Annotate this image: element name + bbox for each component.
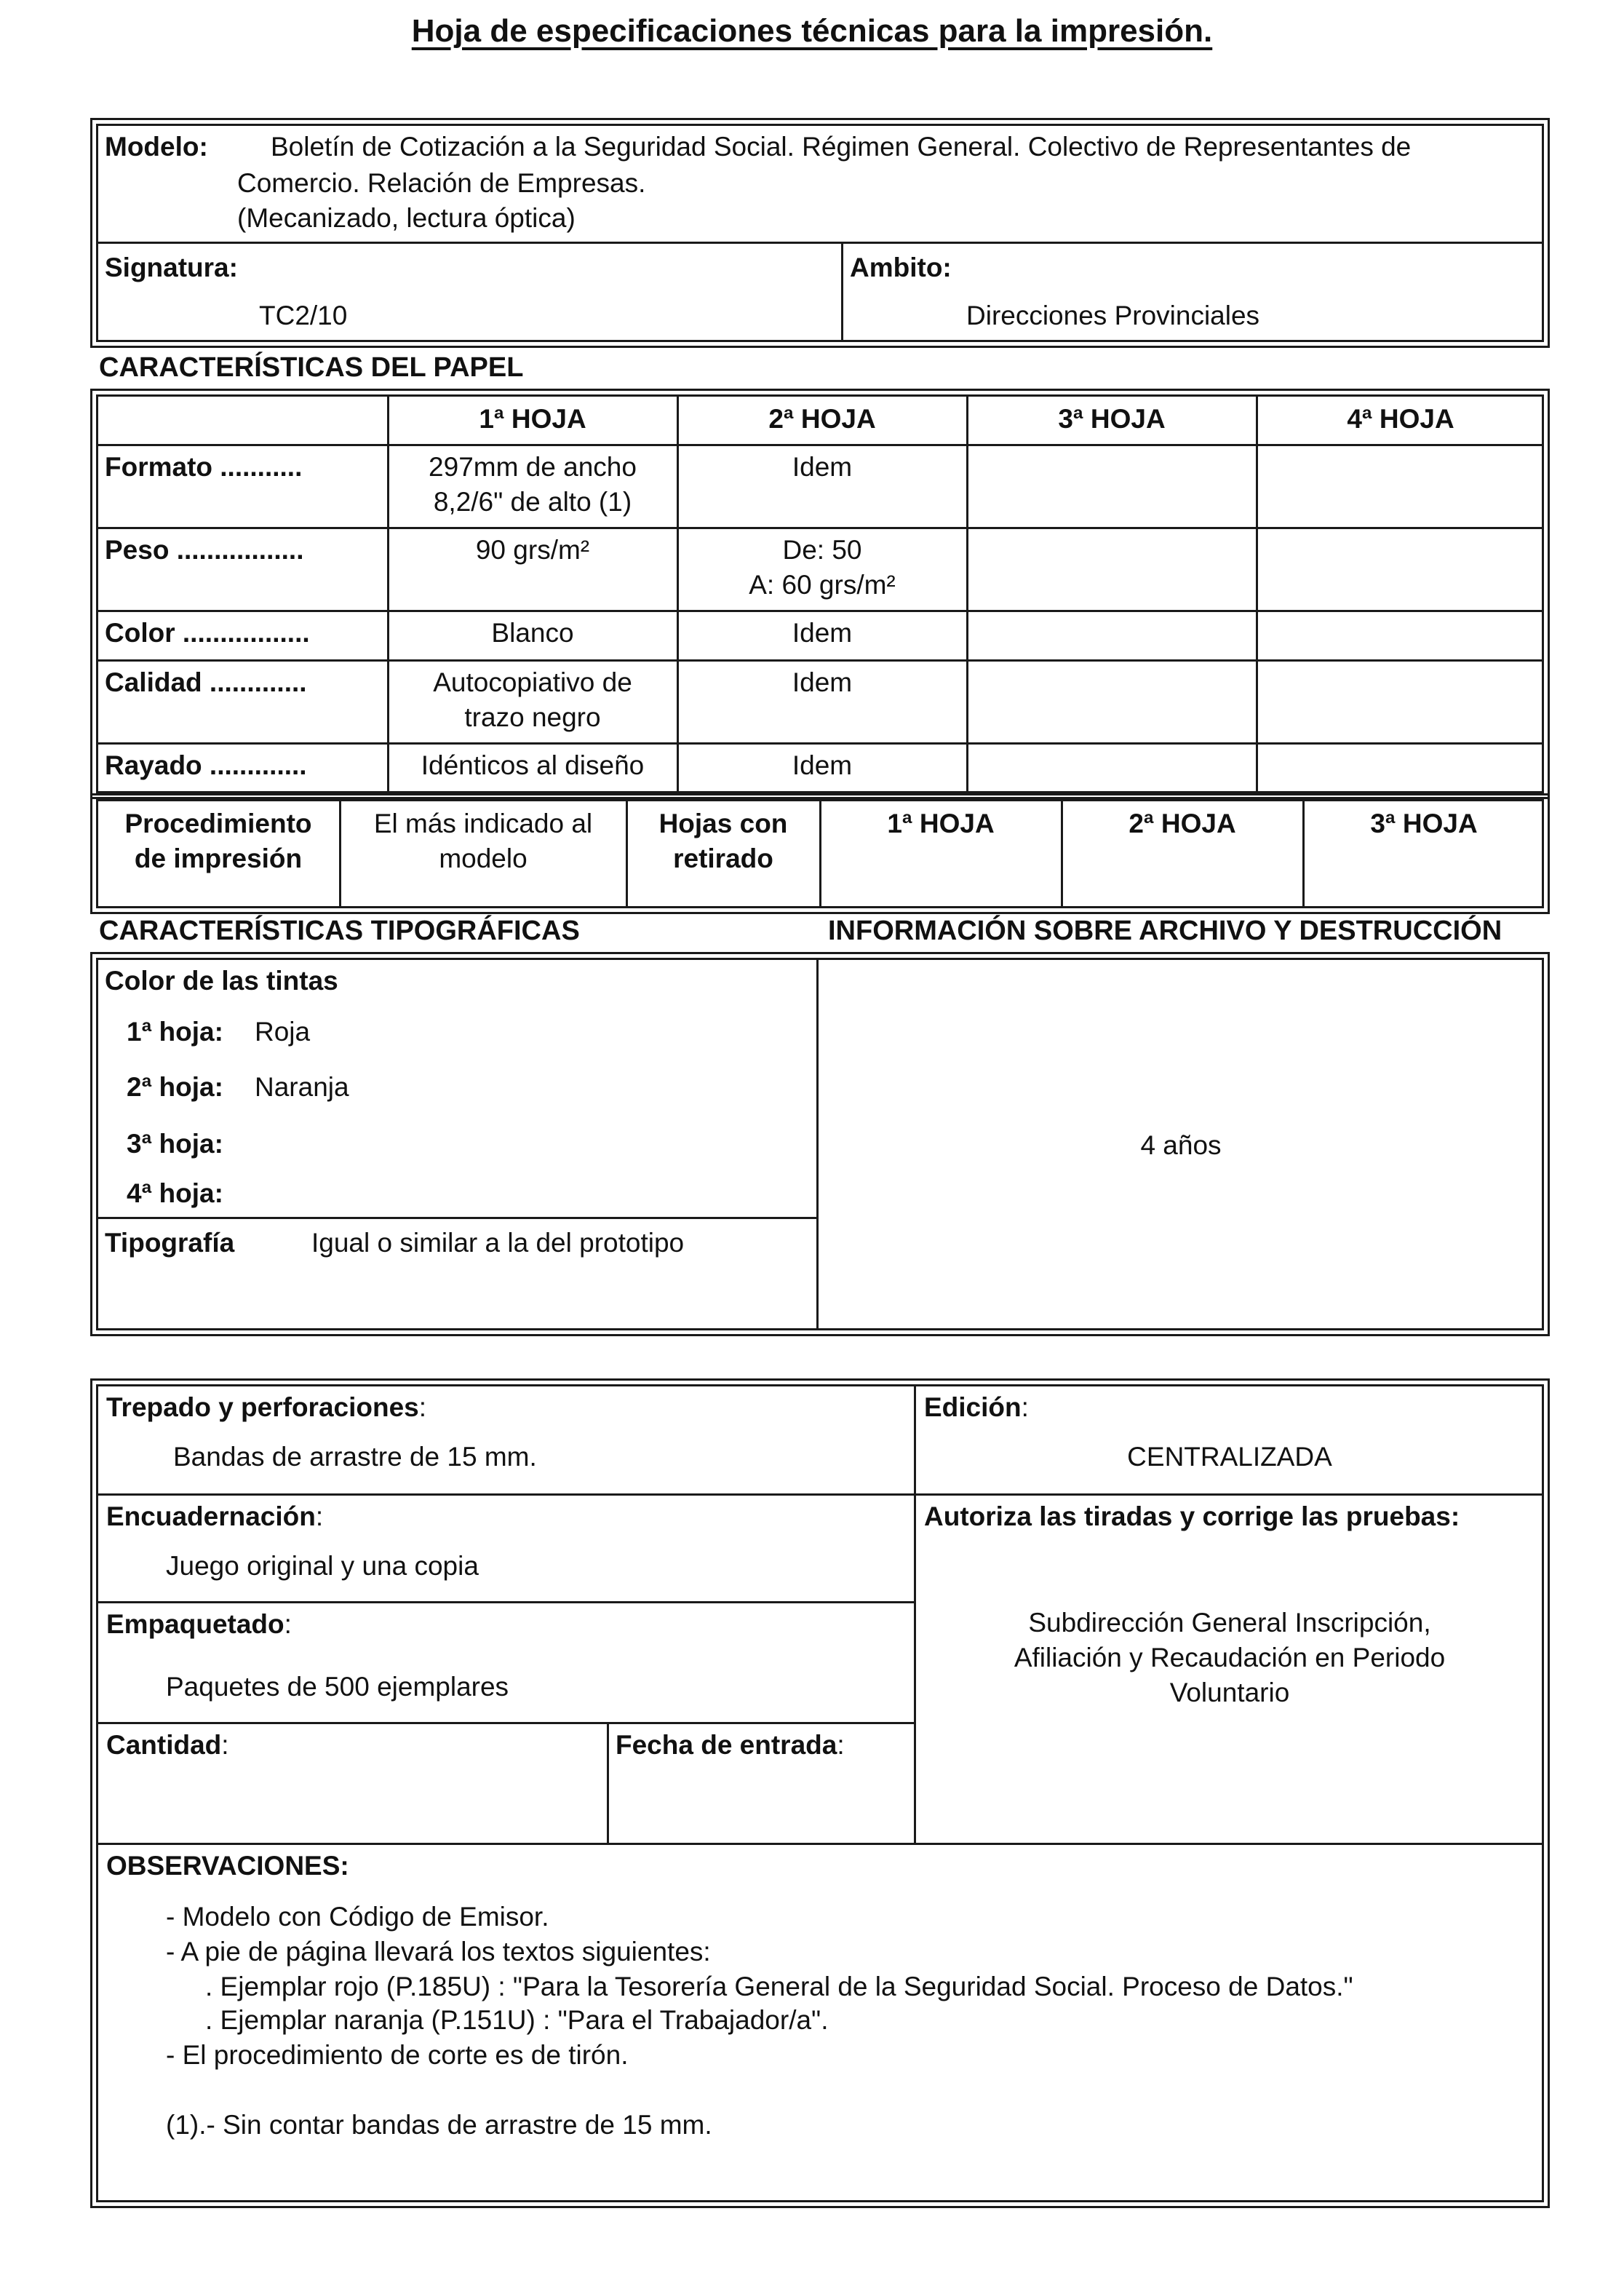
trepado-label: Trepado y perforaciones: xyxy=(106,1392,427,1422)
modelo-line-3: (Mecanizado, lectura óptica) xyxy=(237,203,576,233)
modelo-label: Modelo: xyxy=(105,132,208,162)
papel-row-label: Peso ................. xyxy=(105,535,304,565)
ambito-label: Ambito: xyxy=(850,253,952,282)
signatura-value: TC2/10 xyxy=(259,301,348,330)
hoja-1-value: Roja xyxy=(255,1017,311,1047)
papel-cell: Idem xyxy=(792,618,853,648)
color-tintas-label: Color de las tintas xyxy=(105,966,338,996)
observaciones-line: . Ejemplar rojo (P.185U) : "Para la Tesorería General de la Seguridad Social. Proceso de Datos." xyxy=(205,1972,1353,2001)
papel-row-label: Color ................. xyxy=(105,618,310,648)
trepado-value: Bandas de arrastre de 15 mm. xyxy=(173,1442,537,1472)
archivo-value: 4 años xyxy=(1140,1130,1222,1160)
cantidad-label: Cantidad: xyxy=(106,1730,229,1760)
modelo-line-2: Comercio. Relación de Empresas. xyxy=(237,168,646,198)
edicion-value: CENTRALIZADA xyxy=(1127,1442,1332,1472)
papel-cell: 297mm de ancho 8,2/6" de alto (1) xyxy=(429,452,637,517)
procedimiento-label: Procedimiento de impresión xyxy=(124,809,312,873)
hoja-2-label: 2ª hoja: xyxy=(127,1072,223,1102)
papel-header-1: 1ª HOJA xyxy=(479,404,586,434)
fecha-entrada-label: Fecha de entrada: xyxy=(616,1730,845,1760)
tipografia-value: Igual o similar a la del prototipo xyxy=(311,1228,685,1258)
hoja-1-label: 1ª hoja: xyxy=(127,1017,223,1047)
archivo-section-title: INFORMACIÓN SOBRE ARCHIVO Y DESTRUCCIÓN xyxy=(828,916,1502,946)
procedimiento-value: El más indicado al modelo xyxy=(373,809,593,873)
papel-header-4: 4ª HOJA xyxy=(1347,404,1454,434)
papel-section-title: CARACTERÍSTICAS DEL PAPEL xyxy=(99,352,524,383)
papel-row-label: Rayado ............. xyxy=(105,750,307,780)
encuadernacion-value: Juego original y una copia xyxy=(166,1551,479,1581)
retirado-header-3: 3ª HOJA xyxy=(1370,809,1478,838)
hoja-4-label: 4ª hoja: xyxy=(127,1178,223,1208)
hoja-3-label: 3ª hoja: xyxy=(127,1129,223,1159)
autoriza-value: Subdirección General Inscripción, Afiliación y Recaudación en Periodo Voluntario xyxy=(1014,1608,1446,1707)
papel-cell: Idem xyxy=(792,452,853,482)
hoja-2-value: Naranja xyxy=(255,1072,349,1102)
papel-row-label: Formato ........... xyxy=(105,452,303,482)
empaquetado-label: Empaquetado: xyxy=(106,1609,292,1639)
papel-header-2: 2ª HOJA xyxy=(768,404,876,434)
observaciones-label: OBSERVACIONES: xyxy=(106,1851,349,1881)
retirado-header-1: 1ª HOJA xyxy=(887,809,995,838)
observaciones-line: - A pie de página llevará los textos siguientes: xyxy=(166,1937,711,1967)
modelo-line-1: Boletín de Cotización a la Seguridad Social. Régimen General. Colectivo de Representantes de xyxy=(271,132,1412,162)
papel-cell: Autocopiativo de trazo negro xyxy=(433,667,632,732)
papel-row-label: Calidad ............. xyxy=(105,667,307,697)
autoriza-label: Autoriza las tiradas y corrige las pruebas: xyxy=(924,1501,1460,1531)
observaciones-line: . Ejemplar naranja (P.151U) : "Para el Trabajador/a". xyxy=(205,2005,829,2035)
observaciones-line: - Modelo con Código de Emisor. xyxy=(166,1902,549,1932)
page-title: Hoja de especificaciones técnicas para la impresión. xyxy=(411,13,1213,49)
empaquetado-value: Paquetes de 500 ejemplares xyxy=(166,1672,509,1702)
papel-cell: Idem xyxy=(792,750,853,780)
tipografia-label: Tipografía xyxy=(105,1228,235,1258)
observaciones-line: - El procedimiento de corte es de tirón. xyxy=(166,2040,629,2070)
tipograficas-section-title: CARACTERÍSTICAS TIPOGRÁFICAS xyxy=(99,916,580,946)
observaciones-line: (1).- Sin contar bandas de arrastre de 15 mm. xyxy=(166,2110,712,2140)
hojas-con-retirado-label: Hojas con retirado xyxy=(658,809,788,873)
papel-header-3: 3ª HOJA xyxy=(1058,404,1166,434)
edicion-label: Edición: xyxy=(924,1392,1029,1422)
retirado-header-2: 2ª HOJA xyxy=(1129,809,1236,838)
papel-cell: 90 grs/m² xyxy=(475,535,590,565)
papel-cell: Blanco xyxy=(491,618,574,648)
signatura-label: Signatura: xyxy=(105,253,238,282)
ambito-value: Direcciones Provinciales xyxy=(966,301,1260,330)
papel-cell: De: 50 A: 60 grs/m² xyxy=(749,535,896,600)
encuadernacion-label: Encuadernación: xyxy=(106,1501,324,1531)
papel-cell: Idénticos al diseño xyxy=(421,750,645,780)
papel-cell: Idem xyxy=(792,667,853,697)
